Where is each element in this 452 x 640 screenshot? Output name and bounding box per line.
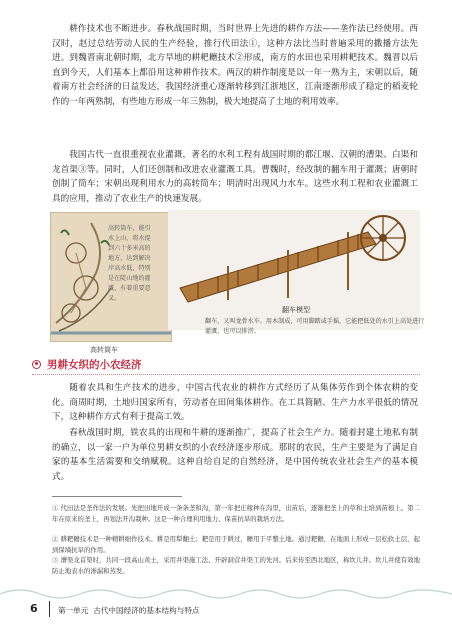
paragraph-farming-techniques: 耕作技术也不断进步。春秋战国时期，当时世界上先进的耕作方法——垄作法已经使用。西汉时，赵过总结劳动人民的生产经验，推行代田法①，这种方法比当时普遍采用的撒播方法先进。到魏晋南北朝时期，北方旱地的耕耙耱技术②形成，南方的水田也采用耕耙技术。魏晋以后直到今天，人们基本上都沿用这种耕作技术。两汉的耕作制度是以一年一熟为主，宋朝以后，随着南方社会经济的日益发达，我国经济重心逐渐转移到江浙地区，江南逐渐形成了稳定的稻麦轮作的一年两熟制，有些地方形成一年三熟制，极大地提高了土地的利用效率。 <box>52 24 418 107</box>
paragraph-irrigation: 我国古代一直很重视农业灌溉，著名的水利工程有战国时期的都江堰、汉朝的漕渠、白渠和龙首渠③等。同时，人们还创制和改进农业灌溉工具。曹魏时，经改制的翻车用于灌溉；唐朝时创制了筒车；宋朝出现利用水力的高转筒车；明清时出现风力水车。这些水利工程和农业灌溉工具的应用，推动了农业生产的快速发展。 <box>52 150 418 204</box>
high-water-wheel-note: 高转筒车，能引水上山，将水提到六十多米高的地方，达到解决岸高水低，特别是在陡山地的灌溉，有着重要意义。 <box>108 225 151 302</box>
paragraph-collective-to-individual: 随着农具和生产技术的进步，中国古代农业的耕作方式经历了从集体劳作到个体农耕的变化。商周时期，土地归国家所有，劳动者在田间集体耕作。在工具简陋、生产力水平很低的情况下，这种耕作方式有利于提高工效。 <box>52 383 418 423</box>
target-bullet-icon <box>32 360 41 369</box>
right-figure-caption: 翻车，又叫龙骨水车。用木制成，可用脚踏或手摇，它能把低处的水引上高处进行灌溉，也可以排涝。 <box>205 318 425 335</box>
footnote-3: ③ 漕渠龙首渠时，共同一段高山黄土，采用井渠施工法、开辟洞营井渠工的先河。后来传至西北地区，称坎儿井。坎儿井使有效地防止地表水的渗漏和蒸发。 <box>52 556 420 575</box>
footer-separator <box>49 601 50 617</box>
footnote-2: ② 耕耙耱技术是一种精耕细作技术。耕是用犁翻土；耙是用于耕过，耱用于平整土地。通过耙耱，在地面上形成一层松软土层，起到保墒抗旱的作用。 <box>52 535 420 554</box>
section-heading <box>32 356 142 372</box>
page-number: 6 <box>30 602 38 615</box>
paragraph-small-peasant-economy: 春秋战国时期，铁农具的出现和牛耕的逐渐推广，提高了社会生产力。随着封建土地私有制的确立，以一家一户为单位男耕女织的小农经济逐步形成。那时的农民，生产主要是为了满足自家的基本生活需要和交纳赋税。这种自给自足的自然经济，是中国传统农业社会生产的基本模式。 <box>52 428 418 482</box>
right-figure-title: 翻车模型 <box>282 306 310 314</box>
decorative-wave <box>0 582 452 602</box>
footer-unit: 第一单元 古代中国经济的基本结构与特点 <box>58 606 200 615</box>
left-figure-caption: 高转筒车 <box>90 346 118 354</box>
footnote-divider <box>52 496 182 497</box>
section-title: 男耕女织的小农经济 <box>47 358 142 371</box>
footnote-1: ① 代田法是垄作法的发展。先把田地开成一条条垄和沟，第一年把庄稼种在沟里，出苗后，逐渐把垄上的草和土培到苗根上。第二年在原来的垄上，再划法开沟栽种。这是一种合理利用地力、保苗抗旱的栽培方法。 <box>52 504 420 523</box>
section-divider <box>32 374 420 375</box>
fanche-model-illustration <box>168 210 420 305</box>
